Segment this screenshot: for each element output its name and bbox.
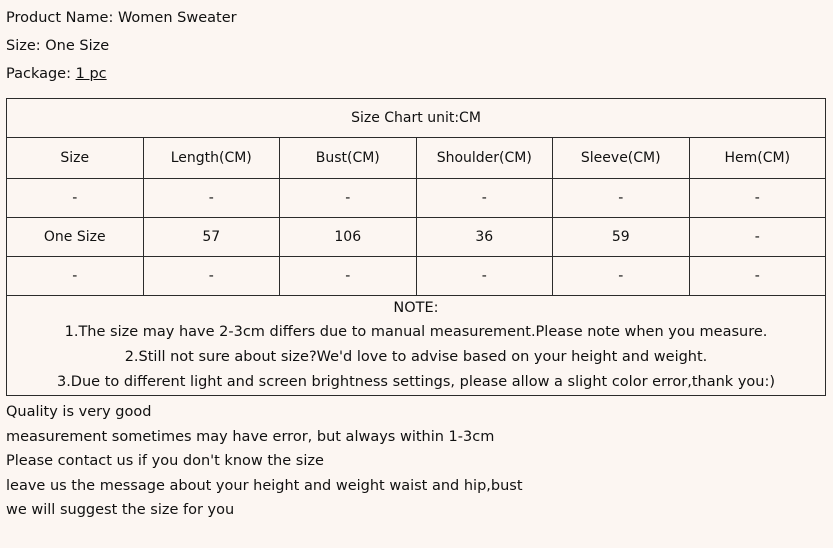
cell-shoulder: - <box>416 257 553 296</box>
table-row <box>7 179 826 218</box>
cell-bust: - <box>280 179 417 218</box>
cell-length: - <box>143 257 280 296</box>
header-cell-hem: Hem(CM) <box>689 138 826 179</box>
header-cell-bust: Bust(CM) <box>280 138 417 179</box>
table-row <box>7 257 826 296</box>
chart-title-row <box>7 99 826 138</box>
cell-bust: - <box>280 257 417 296</box>
product-name-label: Product Name: <box>6 10 114 26</box>
bottom-note-1: Quality is very good <box>6 404 152 420</box>
note-line-3: 3.Due to different light and screen brightness settings, please allow a slight color error,thank you:) <box>56 374 776 390</box>
bottom-note-3: Please contact us if you don't know the size <box>6 453 324 469</box>
note-line-1: 1.The size may have 2-3cm differs due to manual measurement.Please note when you measure. <box>64 324 768 340</box>
bottom-note-5: we will suggest the size for you <box>6 502 235 518</box>
table-row <box>7 218 826 257</box>
header-cell-size: Size <box>7 138 144 179</box>
product-package-label: Package: <box>6 66 71 82</box>
cell-size: - <box>7 179 144 218</box>
product-size-line <box>6 32 833 60</box>
cell-shoulder: 36 <box>416 218 553 257</box>
product-size-label: Size: <box>6 38 41 54</box>
cell-shoulder: - <box>416 179 553 218</box>
note-cell <box>7 296 826 396</box>
cell-length: 57 <box>143 218 280 257</box>
header-cell-sleeve: Sleeve(CM) <box>553 138 690 179</box>
cell-hem: - <box>689 218 826 257</box>
product-package-value: 1 pc <box>75 66 107 82</box>
product-name-value: Women Sweater <box>117 10 237 26</box>
bottom-note-2: measurement sometimes may have error, but always within 1-3cm <box>6 428 495 445</box>
bottom-note-4: leave us the message about your height and weight waist and hip,bust <box>6 477 523 494</box>
header-cell-length: Length(CM) <box>143 138 280 179</box>
cell-sleeve: - <box>553 179 690 218</box>
cell-hem: - <box>689 179 826 218</box>
product-size-value: One Size <box>45 38 110 54</box>
chart-title-cell: Size Chart unit:CM <box>7 99 826 138</box>
bottom-notes-block <box>0 396 833 523</box>
note-title: NOTE: <box>393 300 439 316</box>
chart-header-row <box>7 138 826 179</box>
cell-size: - <box>7 257 144 296</box>
note-line-2: 2.Still not sure about size?We'd love to advise based on your height and weight. <box>124 349 708 365</box>
cell-hem: - <box>689 257 826 296</box>
cell-sleeve: - <box>553 257 690 296</box>
cell-bust: 106 <box>280 218 417 257</box>
header-cell-shoulder: Shoulder(CM) <box>416 138 553 179</box>
note-row <box>7 296 826 396</box>
product-package-line <box>6 60 833 88</box>
cell-length: - <box>143 179 280 218</box>
product-info-block <box>0 0 833 88</box>
cell-size: One Size <box>7 218 144 257</box>
cell-sleeve: 59 <box>553 218 690 257</box>
product-name-line <box>6 4 833 32</box>
size-chart-table <box>6 98 826 396</box>
